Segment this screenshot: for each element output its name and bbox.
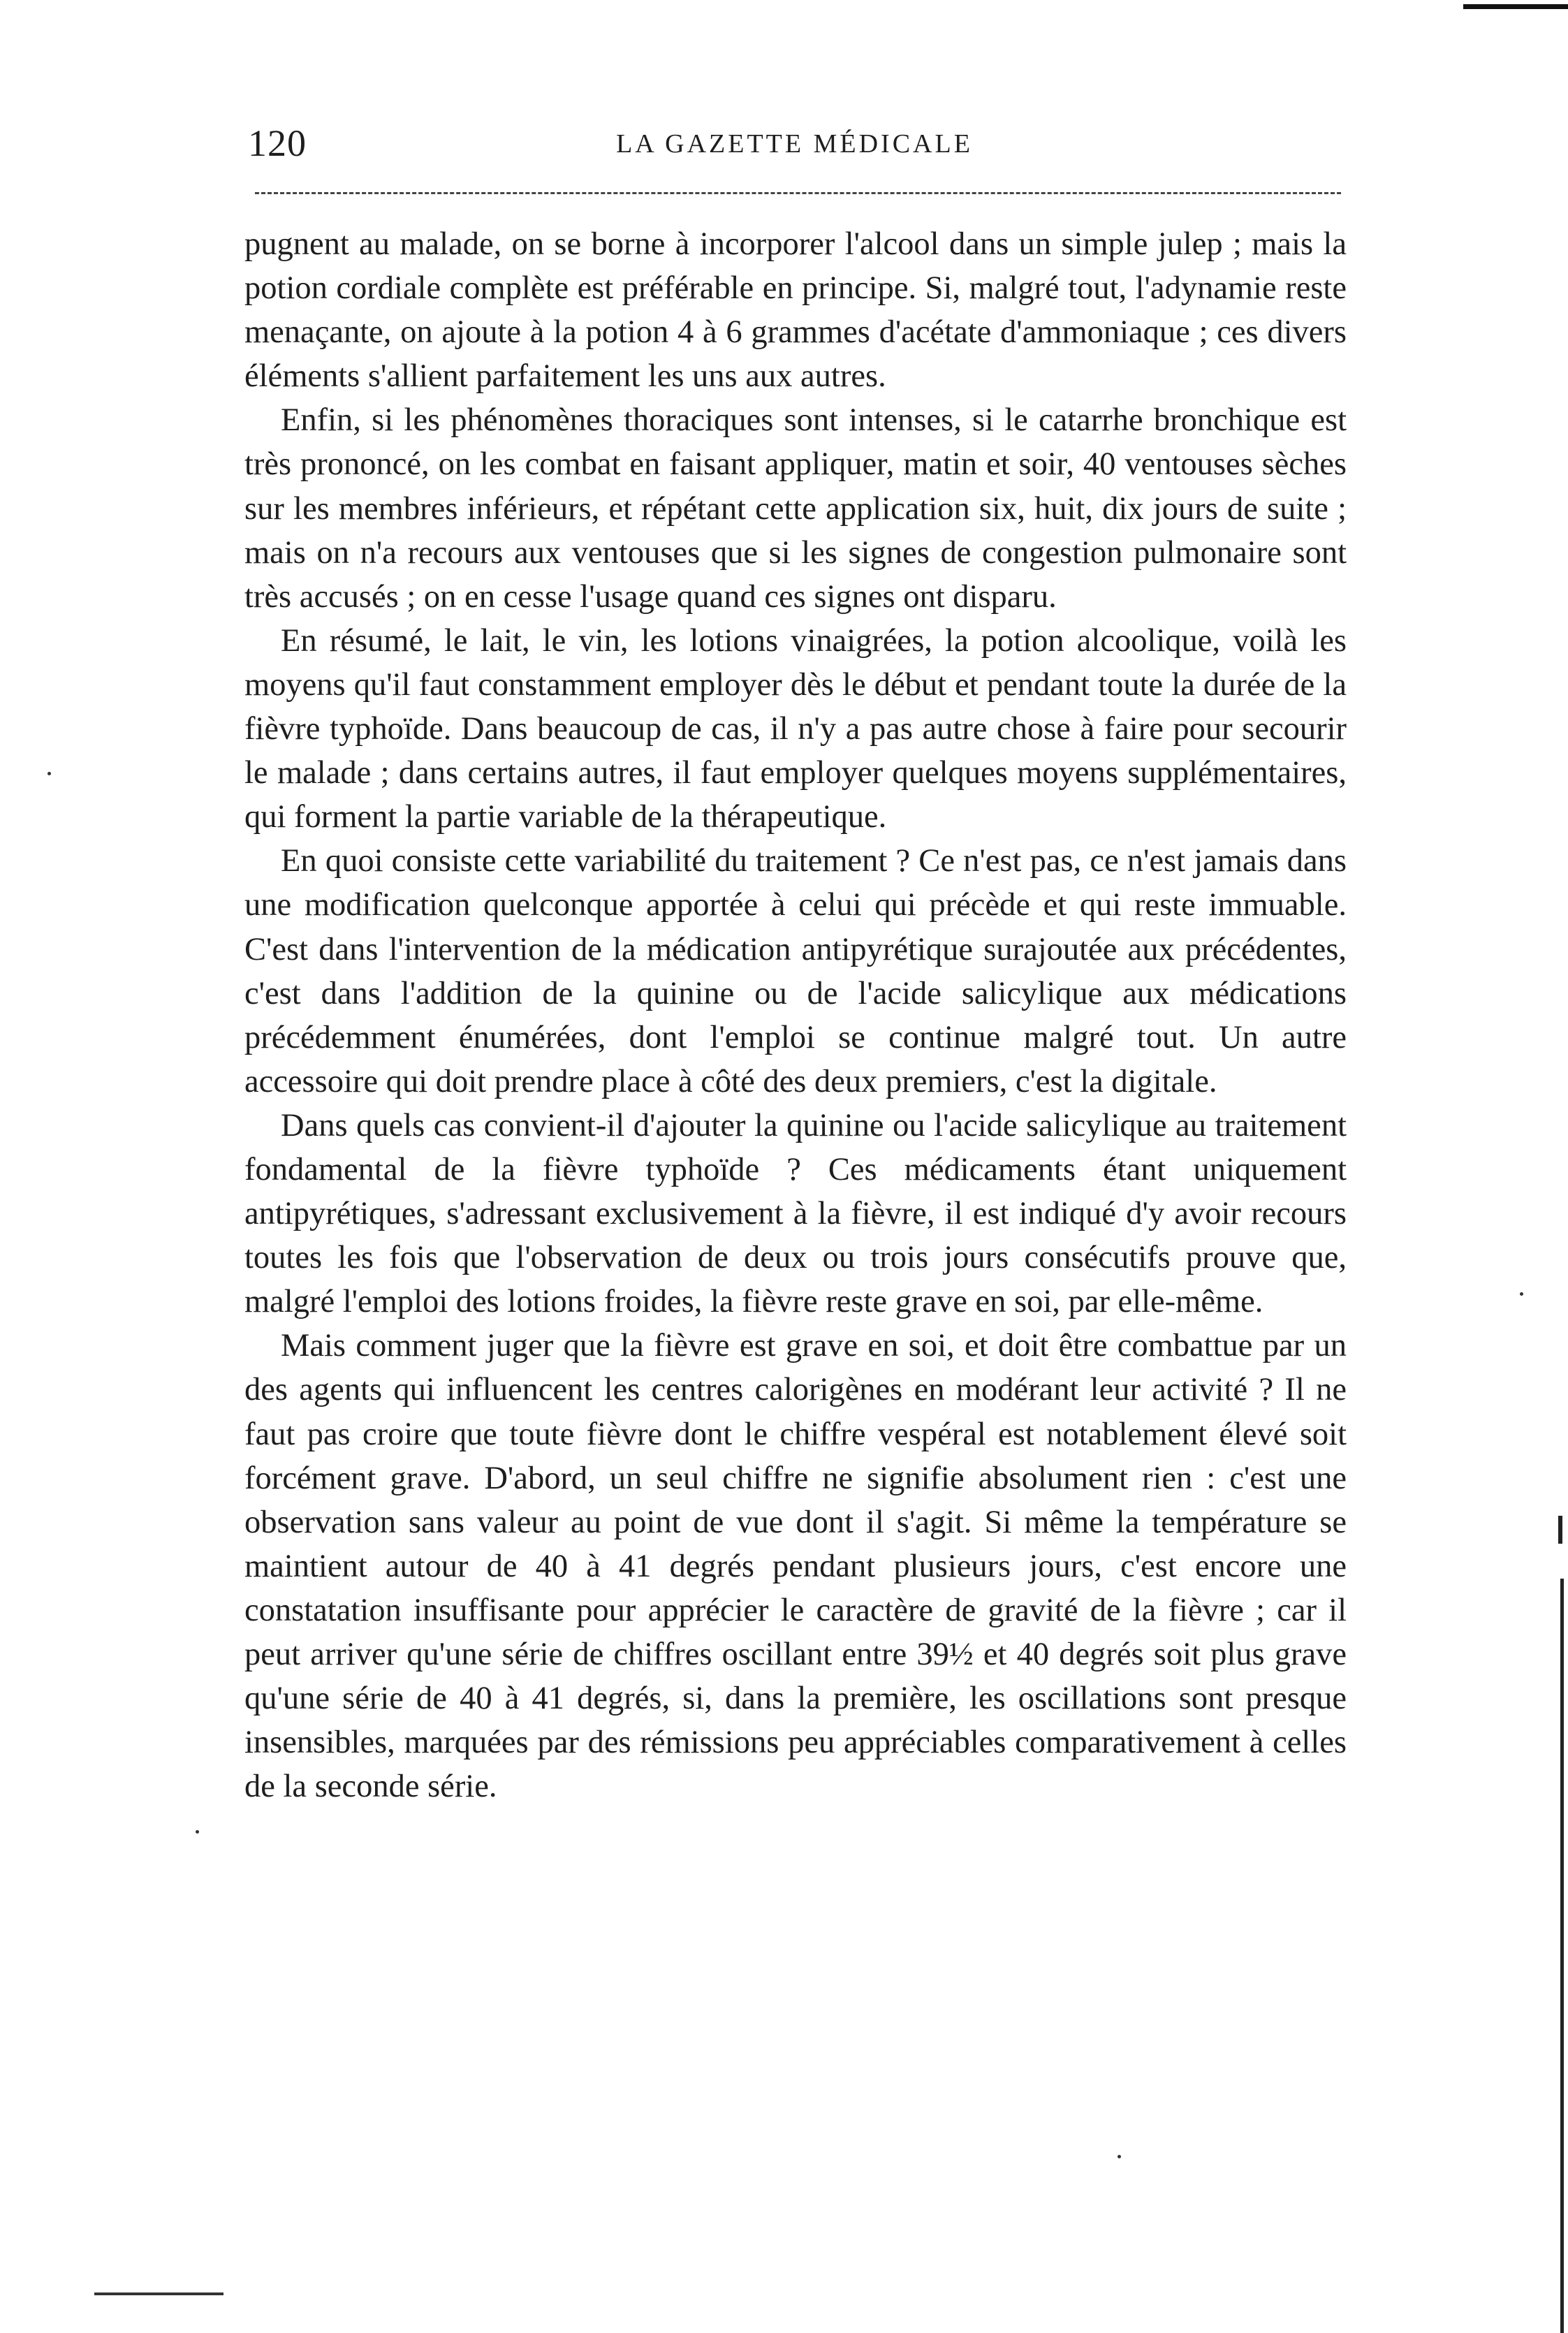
scan-speck	[1520, 1292, 1523, 1296]
scan-speck	[47, 772, 51, 775]
paragraph-1: pugnent au malade, on se borne à incorporer l'alcool dans un simple julep ; mais la potion cordiale complète est préférable en principe. Si, malgré tout, l'adynamie reste menaçante, on ajoute à la potion 4 à 6 grammes d'acétate d'ammoniaque ; ces divers éléments s'allient parfaitement les uns aux autres.	[244, 226, 1347, 395]
scan-speck	[1118, 2155, 1121, 2158]
page-number: 120	[248, 122, 307, 164]
running-title: LA GAZETTE MÉDICALE	[616, 129, 973, 159]
paragraph-6: Mais comment juger que la fièvre est grave en soi, et doit être combattue par un des agents qui influencent les centres calorigènes en modérant leur activité ? Il ne faut pas croire que toute fièvre dont le chiffre vespéral est notablement élevé soit forcément grave. D'abord, un seul chiffre ne signifie absolument rien : c'est une observation sans valeur au point de vue dont il s'agit. Si même la température se maintient autour de 40 à 41 degrés pendant plusieurs jours, c'est encore une constatation insuffisante pour apprécier le caractère de gravité de la fièvre ; car il peut arriver qu'une série de chiffres oscillant entre 39½ et 40 degrés soit plus grave qu'une série de 40 à 41 degrés, si, dans la première, les oscillations sont presque insensibles, marquées par des rémissions peu appréciables comparativement à celles de la seconde série.	[244, 1328, 1347, 1805]
body-text	[244, 222, 1347, 1808]
scan-speck	[196, 1830, 199, 1834]
paragraph-4: En quoi consiste cette variabilité du traitement ? Ce n'est pas, ce n'est jamais dans une modification quelconque apportée à celui qui précède et qui reste immuable. C'est dans l'intervention de la médication antipyrétique surajoutée aux précédentes, c'est dans l'addition de la quinine ou de l'acide salicylique aux médications précédemment énumérées, dont l'emploi se continue malgré tout. Un autre accessoire qui doit prendre place à côté des deux premiers, c'est la digitale.	[244, 843, 1347, 1099]
paragraph-3: En résumé, le lait, le vin, les lotions vinaigrées, la potion alcoolique, voilà les moyens qu'il faut constamment employer dès le début et pendant toute la durée de la fièvre typhoïde. Dans beaucoup de cas, il n'y a pas autre chose à faire pour secourir le malade ; dans certains autres, il faut employer quelques moyens supplémentaires, qui forment la partie variable de la thérapeutique.	[244, 622, 1347, 835]
binding-edge-shadow	[1558, 1516, 1562, 1544]
top-edge-rule	[1463, 4, 1568, 9]
bottom-edge-rule	[94, 2292, 224, 2295]
binding-edge-shadow	[1560, 1579, 1564, 2333]
paragraph-2: Enfin, si les phénomènes thoraciques sont intenses, si le catarrhe bronchique est très prononcé, on les combat en faisant appliquer, matin et soir, 40 ventouses sèches sur les membres inférieurs, et répétant cette application six, huit, dix jours de suite ; mais on n'a recours aux ventouses que si les signes de congestion pulmonaire sont très accusés ; on en cesse l'usage quand ces signes ont disparu.	[244, 402, 1347, 615]
page-header	[248, 119, 1341, 168]
paragraph-5: Dans quels cas convient-il d'ajouter la quinine ou l'acide salicylique au traitement fondamental de la fièvre typhoïde ? Ces médicaments étant uniquement antipyrétiques, s'adressant exclusivement à la fièvre, il est indiqué d'y avoir recours toutes les fois que l'observation de deux ou trois jours consécutifs prouve que, malgré l'emploi des lotions froides, la fièvre reste grave en soi, par elle-même.	[244, 1107, 1347, 1320]
header-divider	[255, 192, 1341, 194]
